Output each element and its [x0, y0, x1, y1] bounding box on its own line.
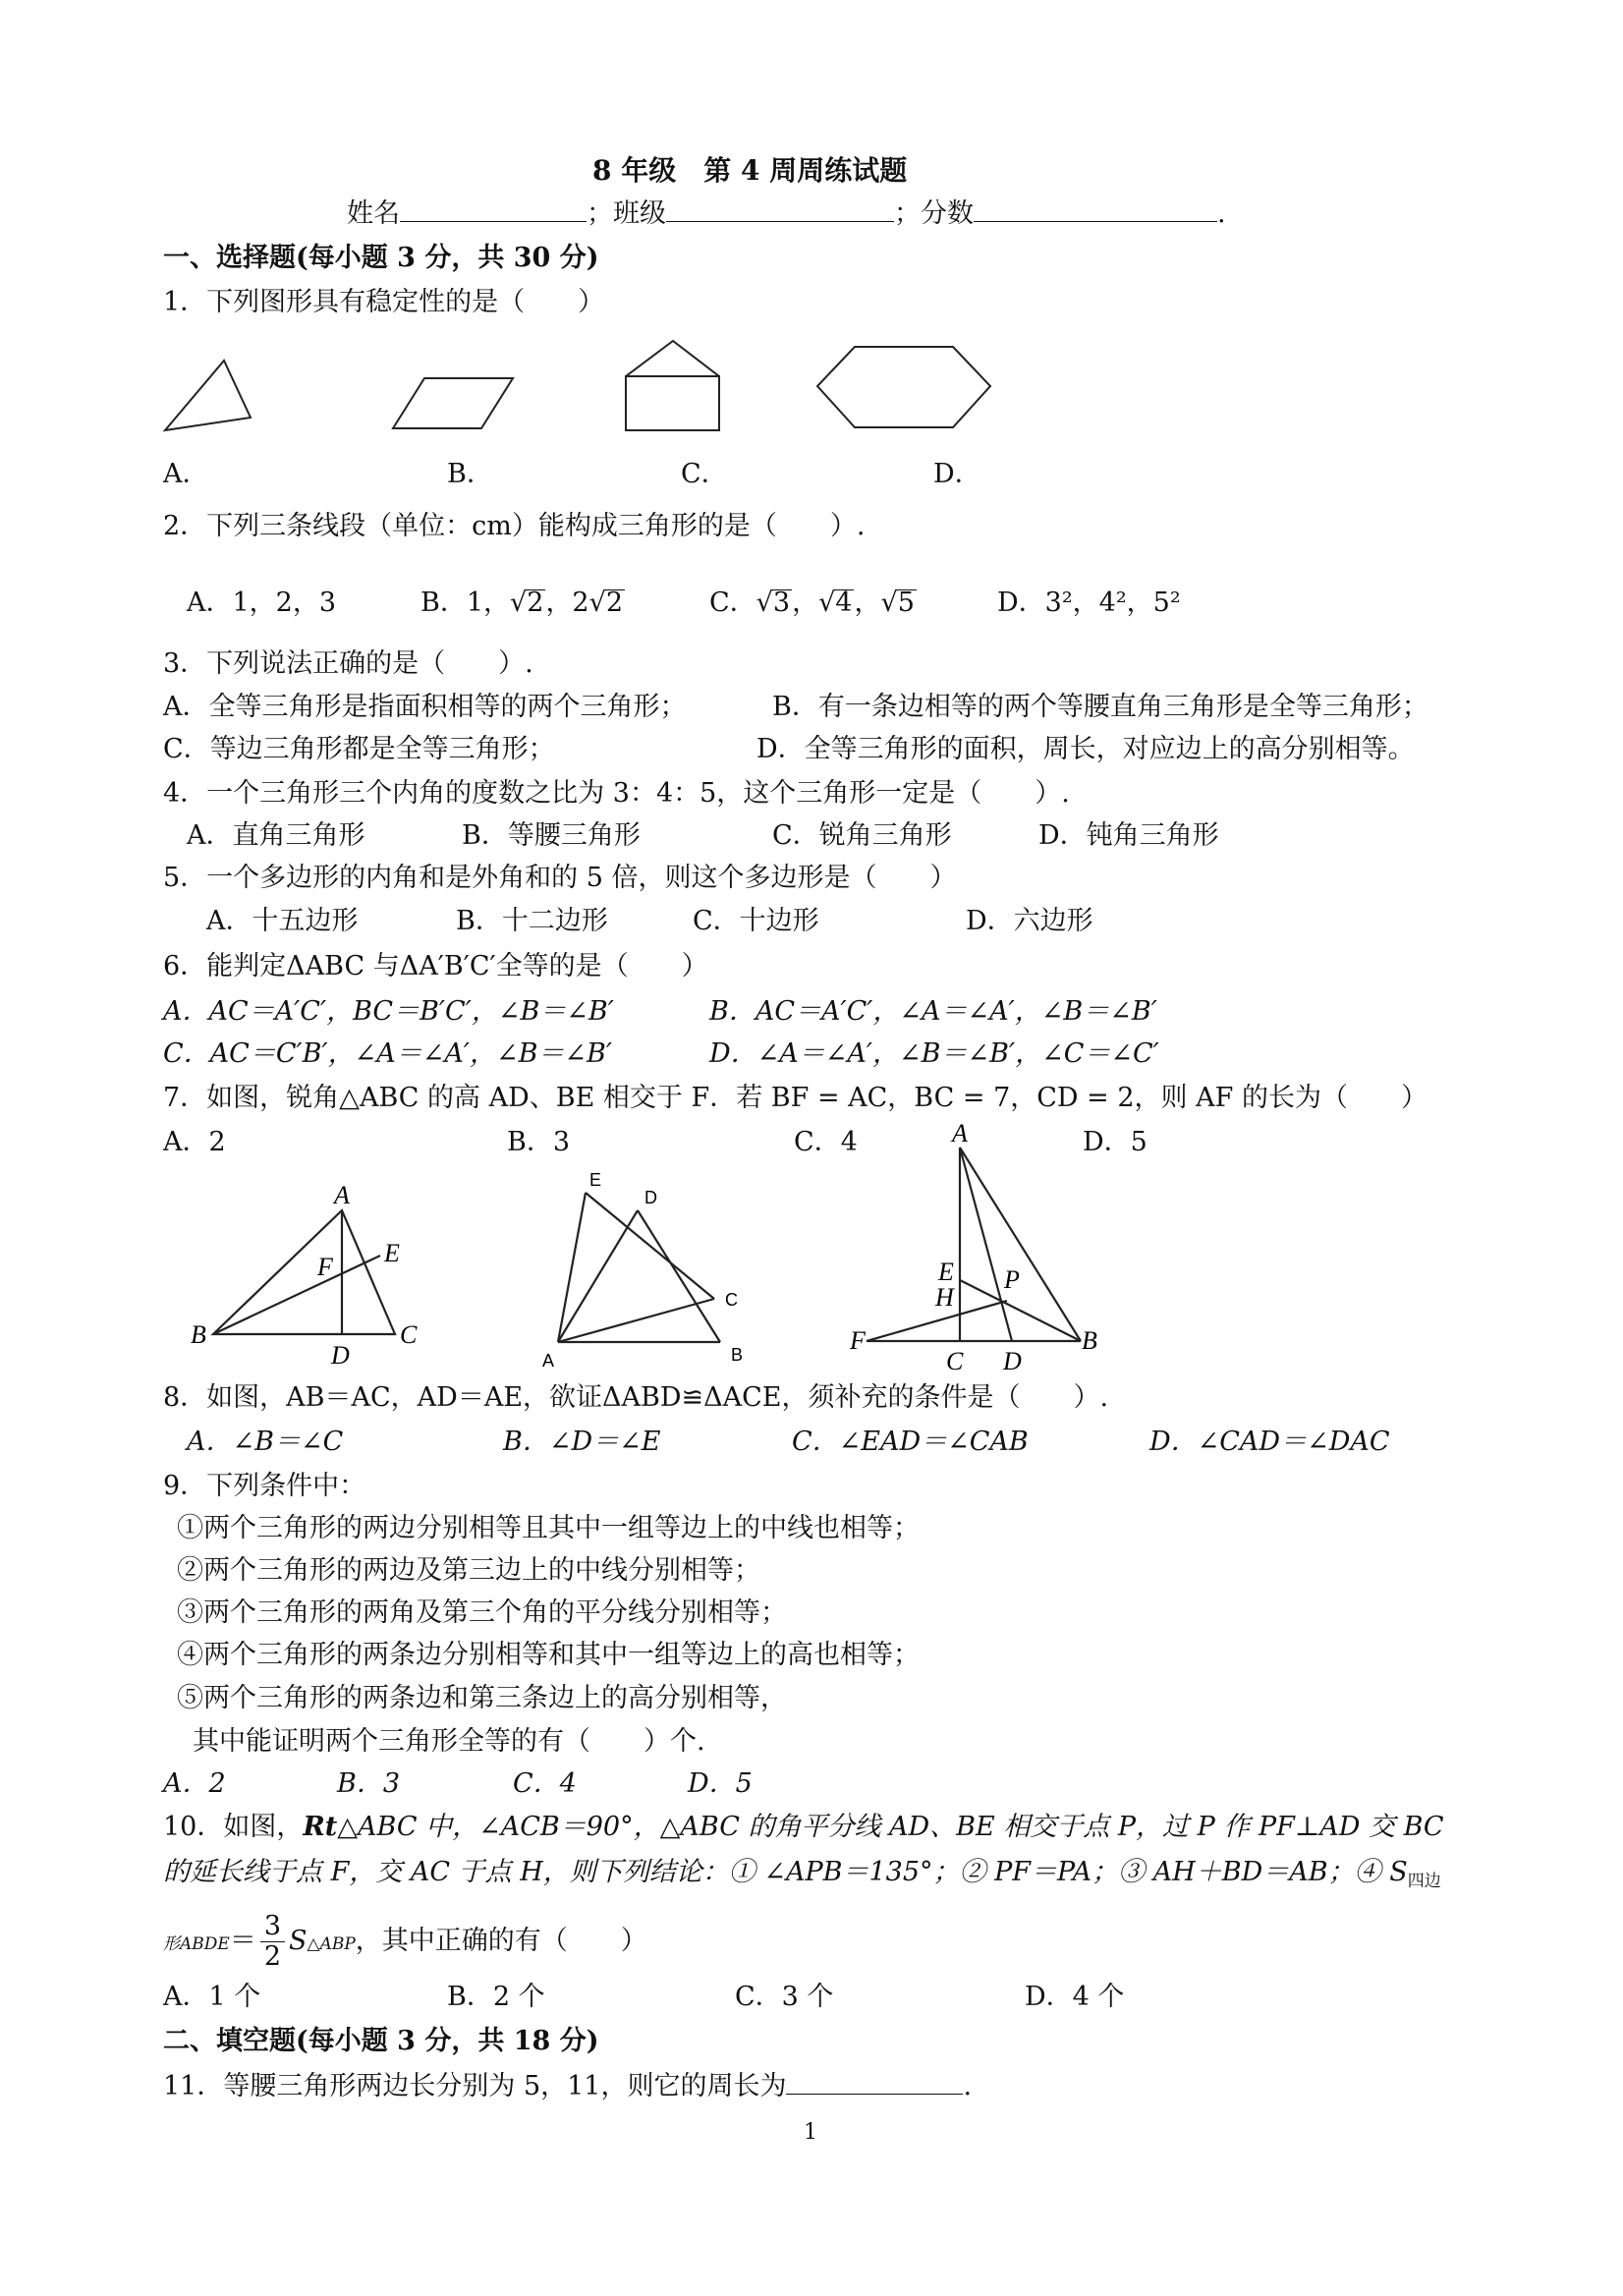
q5-option-c: C．十边形	[693, 906, 819, 936]
q10-line-3	[163, 1912, 647, 1972]
q7-option-a: A．2	[163, 1127, 226, 1157]
fig3-label-f: F	[850, 1326, 866, 1355]
q8-option-d: D．∠CAD＝∠DAC	[1149, 1427, 1390, 1457]
q10-figure	[840, 1120, 1105, 1380]
score-label: ；分数	[894, 198, 974, 229]
q8-figure	[538, 1169, 755, 1375]
q9-item-1: ①两个三角形的两边分别相等且其中一组等边上的中线也相等；	[177, 1513, 920, 1543]
q11-end: .	[963, 2071, 973, 2101]
fig3-label-e: E	[938, 1258, 954, 1286]
q10-number: 10．如图，	[163, 1812, 304, 1842]
q7-option-d: D．5	[1083, 1127, 1147, 1157]
fig2-label-c: C	[725, 1290, 738, 1310]
q9-item-5: ⑤两个三角形的两条边和第三条边上的高分别相等，	[177, 1683, 787, 1713]
q2-option-b-mid: ，2	[545, 588, 589, 618]
q2-option-c-radicand-3: 5	[897, 588, 915, 618]
score-blank[interactable]	[974, 197, 1217, 222]
q3-option-a: A．全等三角形是指面积相等的两个三角形；	[163, 692, 687, 722]
q6-option-b: B．AC＝A′C′，∠A＝∠A′，∠B＝∠B′	[709, 996, 1157, 1027]
q7-figure	[177, 1174, 442, 1370]
q2-option-c-sep-1: ，	[792, 588, 819, 618]
section-1-title: 一、选择题(每小题 3 分，共 30 分)	[163, 243, 599, 273]
q2-option-c-prefix: C．	[709, 588, 756, 618]
q10-line-3-eq: ＝	[229, 1926, 256, 1956]
q10-line-1-rest: △ABC 中，∠ACB＝90°，△ABC 的角平分线 AD、BE 相交于点 P，过 P 作 PF⊥AD 交 BC	[337, 1812, 1444, 1842]
q9-option-c: C．4	[513, 1768, 577, 1799]
q10-option-c: C．3 个	[735, 1982, 834, 2012]
q1-option-d: D．	[933, 459, 981, 489]
q7-option-c: C．4	[794, 1127, 858, 1157]
q1-option-c: C．	[681, 459, 728, 489]
page-number: 1	[804, 2120, 817, 2145]
q4-option-c: C．锐角三角形	[772, 820, 952, 851]
q2-stem: 2．下列三条线段（单位：cm）能构成三角形的是（ ）.	[163, 511, 866, 541]
q10-option-d: D．4 个	[1025, 1982, 1125, 2012]
q2-option-d: D．3²，4²，5²	[997, 588, 1181, 618]
q10-line-3-rest: ，其中正确的有（ ）	[355, 1926, 647, 1956]
fig3-label-p: P	[1004, 1265, 1020, 1294]
q3-option-b: B．有一条边相等的两个等腰直角三角形是全等三角形；	[772, 692, 1428, 722]
hexagon-shape	[817, 347, 990, 427]
q6-option-a: A．AC＝A′C′，BC＝B′C′，∠B＝∠B′	[163, 996, 614, 1027]
q2-option-a: A．1，2，3	[187, 588, 337, 618]
fig1-label-c: C	[400, 1320, 418, 1349]
q2-option-c-radicand-2: 4	[835, 588, 853, 618]
q10-option-b: B．2 个	[447, 1982, 545, 2012]
q3-option-c: C．等边三角形都是全等三角形；	[163, 734, 555, 764]
class-label: ；班级	[587, 198, 666, 229]
q5-option-d: D．六边形	[966, 906, 1093, 936]
q1-shapes-figure	[157, 329, 1022, 442]
name-blank[interactable]	[400, 197, 587, 222]
q9-item-2: ②两个三角形的两边及第三边上的中线分别相等；	[177, 1555, 760, 1586]
fig2-label-e: E	[589, 1170, 602, 1190]
fig1-label-e: E	[384, 1239, 400, 1267]
q2-option-c: C．√3，√4，√5	[709, 588, 915, 618]
q11-line	[163, 2069, 972, 2104]
q9-stem: 9．下列条件中：	[163, 1471, 366, 1501]
q4-option-d: D．钝角三角形	[1038, 820, 1219, 851]
q3-option-d: D．全等三角形的面积，周长，对应边上的高分别相等。	[756, 734, 1415, 764]
q8-option-c: C．∠EAD＝∠CAB	[792, 1427, 1029, 1457]
q10-fraction	[260, 1912, 285, 1972]
parallelogram-shape	[393, 378, 513, 428]
q2-option-b-prefix: B．1，	[420, 588, 511, 618]
q2-option-c-sep-2: ，	[854, 588, 881, 618]
q4-option-b: B．等腰三角形	[462, 820, 641, 851]
fig1-label-b: B	[191, 1320, 206, 1349]
q2-option-c-radicand-1: 3	[772, 588, 791, 618]
q10-line-2	[163, 1855, 1441, 1899]
section-2-title: 二、填空题(每小题 3 分，共 18 分)	[163, 2026, 599, 2056]
fig3-label-c: C	[946, 1347, 964, 1375]
name-label: 姓名	[347, 198, 400, 229]
q9-option-d: D．5	[688, 1768, 753, 1799]
house-shape	[626, 341, 719, 430]
q10-rt: Rt	[303, 1812, 338, 1842]
q2-option-b-radicand-1: 2	[527, 588, 544, 618]
fig1-label-d: D	[331, 1341, 350, 1370]
q8-option-b: B．∠D＝∠E	[503, 1427, 661, 1457]
fig2-label-b: B	[731, 1345, 744, 1365]
q10-line-3-s-sub: △ABP	[307, 1934, 356, 1954]
q9-conclusion: 其中能证明两个三角形全等的有（ ）个.	[193, 1726, 705, 1757]
q10-line-2-sub: 四边	[1407, 1872, 1441, 1891]
q10-fraction-numerator: 3	[260, 1912, 285, 1942]
student-info-line	[347, 196, 1226, 232]
q5-option-b: B．十二边形	[456, 906, 608, 936]
class-blank[interactable]	[666, 197, 894, 222]
q2-option-b-radicand-2: 2	[605, 588, 624, 618]
q9-option-a: A．2	[163, 1768, 226, 1799]
q10-line-3-s: S	[289, 1926, 308, 1956]
q9-item-3: ③两个三角形的两角及第三个角的平分线分别相等；	[177, 1597, 787, 1628]
fig3-label-h: H	[935, 1283, 954, 1312]
triangle-shape	[165, 361, 251, 430]
q11-stem: 11．等腰三角形两边长分别为 5，11，则它的周长为	[163, 2071, 787, 2101]
fig2-label-a: A	[542, 1351, 555, 1371]
q3-stem: 3．下列说法正确的是（ ）.	[163, 648, 533, 679]
q7-option-b: B．3	[507, 1127, 571, 1157]
q4-option-a: A．直角三角形	[187, 820, 365, 851]
fig3-label-a: A	[952, 1119, 968, 1148]
q1-stem: 1．下列图形具有稳定性的是（ ）	[163, 287, 605, 317]
q9-option-b: B．3	[337, 1768, 401, 1799]
q9-item-4: ④两个三角形的两条边分别相等和其中一组等边上的高也相等；	[177, 1640, 920, 1670]
q2-option-b: B．1，√2，2√2	[420, 588, 624, 618]
fig2-label-d: D	[644, 1188, 657, 1207]
q1-option-b: B．	[447, 459, 493, 489]
q5-stem: 5．一个多边形的内角和是外角和的 5 倍，则这个多边形是（ ）	[163, 863, 957, 893]
q8-option-a: A．∠B＝∠C	[187, 1427, 344, 1457]
q10-fraction-denominator: 2	[263, 1941, 281, 1972]
q5-option-a: A．十五边形	[206, 906, 359, 936]
fig1-label-a: A	[334, 1181, 350, 1209]
q1-option-a: A．	[163, 459, 209, 489]
q10-line-2-text: 的延长线于点 F，交 AC 于点 H，则下列结论：① ∠APB＝135°；② PF＝PA；③ AH＋BD＝AB；④ S	[163, 1857, 1408, 1887]
fig3-label-d: D	[1003, 1347, 1022, 1375]
q7-stem: 7．如图，锐角△ABC 的高 AD、BE 相交于 F．若 BF = AC，BC = 7，CD = 2，则 AF 的长为（ ）	[163, 1083, 1427, 1113]
q11-answer-blank[interactable]	[786, 2070, 963, 2095]
fig1-label-f: F	[317, 1253, 333, 1281]
page-title: 8 年级 第 4 周周练试题	[592, 154, 908, 187]
q10-line-1	[163, 1810, 1444, 1845]
q10-option-a: A．1 个	[163, 1982, 261, 2012]
fig3-label-b: B	[1082, 1326, 1097, 1355]
q8-stem: 8．如图，AB＝AC，AD＝AE，欲证ΔABD≌ΔACE，须补充的条件是（ ）.	[163, 1382, 1109, 1413]
q6-option-c: C．AC＝C′B′，∠A＝∠A′，∠B＝∠B′	[163, 1038, 613, 1069]
q6-option-d: D．∠A＝∠A′，∠B＝∠B′，∠C＝∠C′	[709, 1038, 1159, 1069]
q4-stem: 4．一个三角形三个内角的度数之比为 3：4：5，这个三角形一定是（ ）.	[163, 778, 1070, 809]
q10-line-3-sub: 形ABDE	[163, 1934, 230, 1954]
q6-stem: 6．能判定ΔABC 与ΔA′B′C′全等的是（ ）	[163, 951, 708, 981]
end-mark: .	[1217, 198, 1226, 229]
